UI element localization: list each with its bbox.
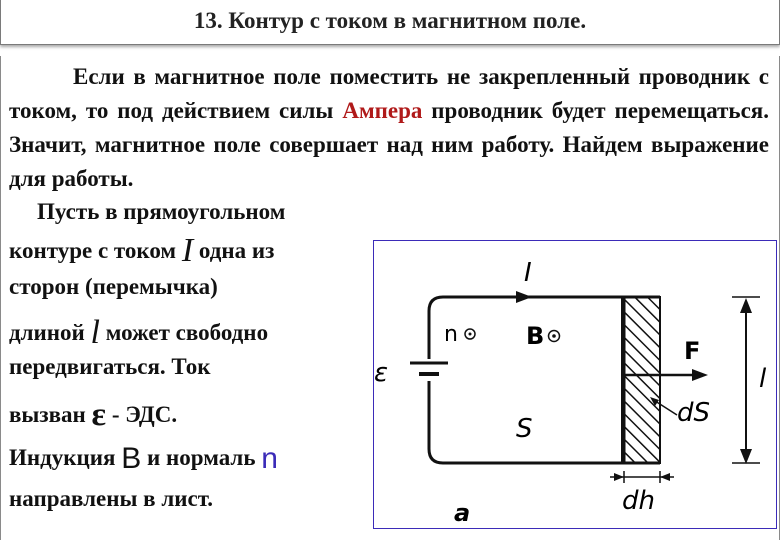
- slide-title: 13. Контур с током в магнитном поле.: [193, 8, 587, 33]
- line-2: [9, 232, 274, 270]
- normal-dot-icon: [469, 333, 472, 336]
- length-symbol: l: [90, 314, 100, 351]
- emf-symbol: ε: [91, 396, 107, 433]
- line-6-a: вызван: [9, 402, 92, 427]
- field-dot-icon: [552, 334, 556, 338]
- dh-arrow-left-icon: [614, 473, 624, 481]
- ds-label: dS: [677, 398, 711, 428]
- line-7-a: Индукция: [9, 445, 122, 470]
- field-label: B: [526, 322, 545, 350]
- line-8: направлены в лист.: [9, 486, 214, 511]
- line-7: [9, 442, 278, 476]
- force-arrow-icon: [692, 369, 708, 381]
- force-label: F: [684, 337, 701, 365]
- normal-label: n: [444, 322, 458, 347]
- length-arrow-down-icon: [740, 449, 752, 464]
- line-2-b: одна из: [193, 238, 275, 263]
- area-label: S: [516, 414, 533, 444]
- line-6-b: - ЭДС.: [106, 402, 178, 427]
- intro-text-2: проводник будет перемещаться. Значит, магнитное поле совершает над ним работу. Найдем выражение для работы.: [9, 98, 769, 191]
- emf-label: ε: [374, 358, 389, 388]
- intro-text-1: Если в магнитное поле поместить не закрепленный проводник с током, то под действием силы: [9, 64, 769, 123]
- line-3: сторон (перемычка): [9, 274, 218, 299]
- title-bar: [0, 0, 780, 45]
- ampere-word: Ампера: [342, 98, 423, 123]
- circuit-diagram: [373, 240, 777, 529]
- line-2-a: контуре с током: [9, 238, 182, 263]
- corner-label: a: [454, 499, 471, 527]
- current-symbol: I: [181, 232, 194, 269]
- current-label: I: [524, 258, 532, 288]
- dh-label: dh: [622, 486, 655, 516]
- line-4-b: может свободно: [100, 320, 269, 345]
- dh-arrow-right-icon: [660, 473, 670, 481]
- current-arrow-icon: [516, 291, 532, 303]
- circuit-svg: [374, 241, 776, 528]
- normal-symbol: n: [261, 442, 278, 475]
- line-1: Пусть в прямоугольном: [37, 199, 286, 224]
- length-label: l: [759, 364, 767, 394]
- hatched-strip: [622, 297, 660, 463]
- line-5: передвигаться. Ток: [9, 354, 211, 379]
- induction-symbol: B: [121, 442, 142, 475]
- line-4: [9, 314, 268, 352]
- line-6: [9, 396, 177, 434]
- intro-paragraph: [9, 60, 769, 196]
- line-4-a: длиной: [9, 320, 91, 345]
- length-arrow-up-icon: [740, 298, 752, 313]
- line-7-b: и нормаль: [141, 445, 262, 470]
